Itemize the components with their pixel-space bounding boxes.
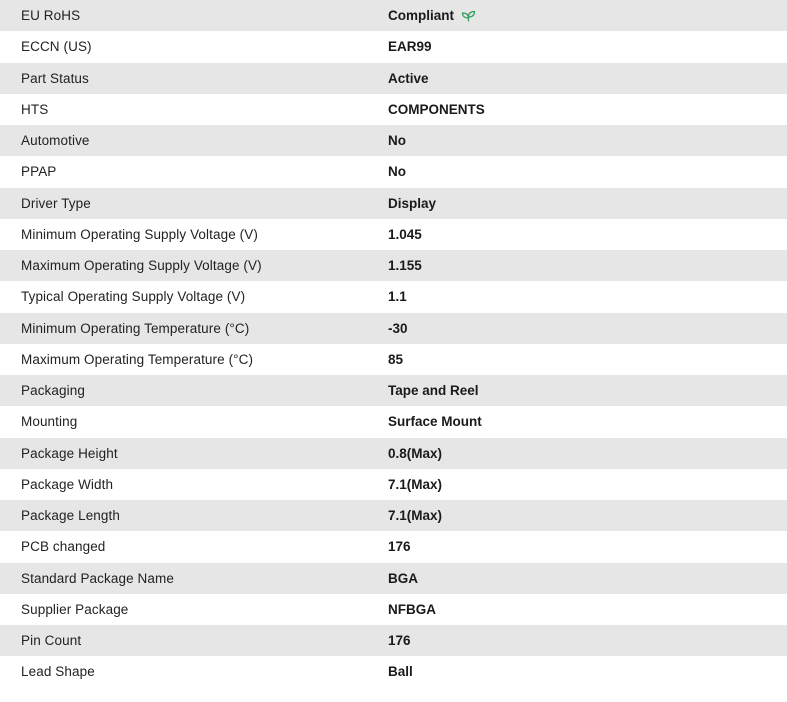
spec-value: No — [388, 164, 406, 180]
spec-value: 7.1(Max) — [388, 508, 443, 524]
spec-value: NFBGA — [388, 601, 436, 617]
spec-row-pcb-changed — [0, 531, 787, 562]
spec-value: 176 — [388, 539, 411, 555]
spec-label: EU RoHS — [21, 8, 81, 24]
spec-row-part-status — [0, 63, 787, 94]
spec-label: Maximum Operating Supply Voltage (V) — [21, 258, 262, 274]
spec-label: Minimum Operating Temperature (°C) — [21, 320, 250, 336]
spec-value: 1.1 — [388, 289, 407, 305]
spec-label: Automotive — [21, 133, 90, 149]
spec-value: BGA — [388, 570, 418, 586]
spec-value: EAR99 — [388, 39, 432, 55]
spec-value: 176 — [388, 633, 411, 649]
spec-row-packaging — [0, 375, 787, 406]
spec-value: 1.155 — [388, 258, 422, 274]
spec-row-package-width — [0, 469, 787, 500]
spec-row-mounting — [0, 406, 787, 437]
spec-row-standard-package-name — [0, 563, 787, 594]
spec-row-eccn — [0, 31, 787, 62]
spec-label: Lead Shape — [21, 664, 95, 680]
spec-value-container — [388, 8, 787, 23]
spec-row-driver-type — [0, 188, 787, 219]
spec-label: Maximum Operating Temperature (°C) — [21, 351, 254, 367]
spec-label: Driver Type — [21, 195, 91, 211]
spec-label: Supplier Package — [21, 601, 129, 617]
spec-value: Active — [388, 70, 429, 86]
spec-row-lead-shape — [0, 656, 787, 687]
spec-label: HTS — [21, 101, 49, 117]
spec-value: COMPONENTS — [388, 101, 485, 117]
spec-row-pin-count — [0, 625, 787, 656]
spec-value: Ball — [388, 664, 413, 680]
spec-row-typ-supply-voltage — [0, 281, 787, 312]
spec-row-package-height — [0, 438, 787, 469]
spec-row-min-temperature — [0, 313, 787, 344]
spec-label: Package Height — [21, 445, 118, 461]
leaf-icon — [461, 9, 476, 23]
spec-label: Package Width — [21, 476, 114, 492]
spec-value: 1.045 — [388, 226, 422, 242]
spec-row-hts — [0, 94, 787, 125]
spec-value: Tape and Reel — [388, 383, 479, 399]
spec-label: Standard Package Name — [21, 570, 174, 586]
spec-row-max-supply-voltage — [0, 250, 787, 281]
spec-row-automotive — [0, 125, 787, 156]
spec-value: 0.8(Max) — [388, 445, 443, 461]
spec-value: No — [388, 133, 406, 149]
spec-label: Package Length — [21, 508, 120, 524]
spec-label: Typical Operating Supply Voltage (V) — [21, 289, 246, 305]
spec-row-supplier-package — [0, 594, 787, 625]
spec-value: Display — [388, 195, 437, 211]
spec-row-ppap — [0, 156, 787, 187]
spec-label: PCB changed — [21, 539, 106, 555]
spec-label: Part Status — [21, 70, 89, 86]
spec-value: 85 — [388, 351, 404, 367]
spec-row-max-temperature — [0, 344, 787, 375]
spec-value: Surface Mount — [388, 414, 482, 430]
spec-value: 7.1(Max) — [388, 476, 443, 492]
spec-row-package-length — [0, 500, 787, 531]
spec-value: -30 — [388, 320, 408, 336]
spec-label: Minimum Operating Supply Voltage (V) — [21, 226, 258, 242]
spec-label: Pin Count — [21, 633, 82, 649]
spec-label: Mounting — [21, 414, 78, 430]
spec-label: ECCN (US) — [21, 39, 92, 55]
spec-row-min-supply-voltage — [0, 219, 787, 250]
spec-label: Packaging — [21, 383, 85, 399]
spec-value: Compliant — [388, 8, 454, 24]
spec-label: PPAP — [21, 164, 57, 180]
spec-row-eu-rohs — [0, 0, 787, 31]
